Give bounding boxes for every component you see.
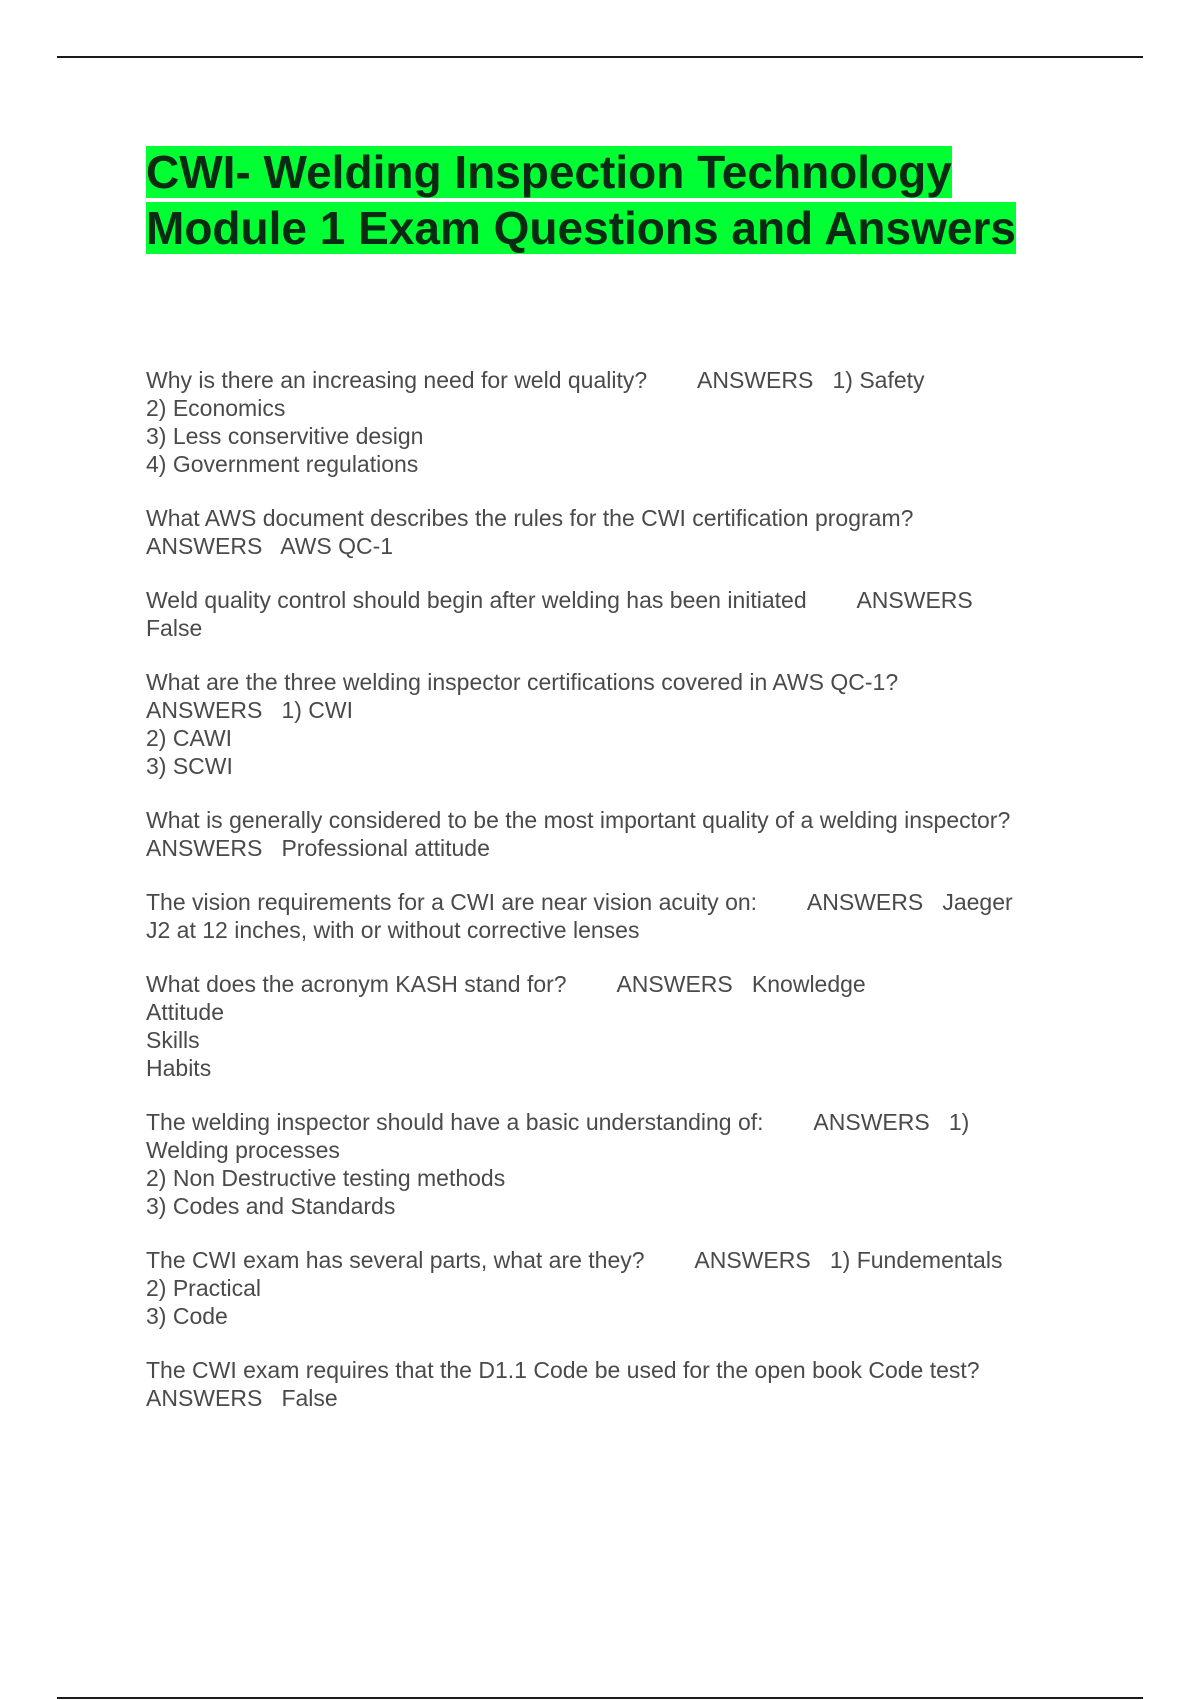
bottom-rule	[57, 1697, 1143, 1699]
qa-item: Why is there an increasing need for weld quality? ANSWERS 1) Safety 2) Economics 3) Less conservitive design 4) Government regulations	[146, 367, 925, 477]
document-title	[146, 144, 1106, 256]
qa-item: What AWS document describes the rules for the CWI certification program? ANSWERS AWS QC-1	[146, 505, 914, 559]
qa-item: Weld quality control should begin after welding has been initiated ANSWERS False	[146, 587, 973, 641]
question-answer-list	[146, 366, 1076, 1438]
qa-item: What is generally considered to be the most important quality of a welding inspector? ANSWERS Professional attitude	[146, 807, 1011, 861]
document-title-text: CWI- Welding Inspection Technology Module 1 Exam Questions and Answers	[146, 146, 1016, 254]
qa-item: The welding inspector should have a basic understanding of: ANSWERS 1) Welding processes 2) Non Destructive testing methods 3) Codes and Standards	[146, 1109, 970, 1219]
qa-item: What are the three welding inspector certifications covered in AWS QC-1? ANSWERS 1) CWI 2) CAWI 3) SCWI	[146, 669, 899, 779]
top-rule	[57, 56, 1143, 58]
qa-item: The CWI exam has several parts, what are they? ANSWERS 1) Fundementals 2) Practical 3) Code	[146, 1247, 1003, 1329]
qa-item: The vision requirements for a CWI are near vision acuity on: ANSWERS Jaeger J2 at 12 inches, with or without corrective lenses	[146, 889, 1013, 943]
qa-item: What does the acronym KASH stand for? ANSWERS Knowledge Attitude Skills Habits	[146, 971, 866, 1081]
qa-item: The CWI exam requires that the D1.1 Code be used for the open book Code test? ANSWERS False	[146, 1357, 980, 1411]
